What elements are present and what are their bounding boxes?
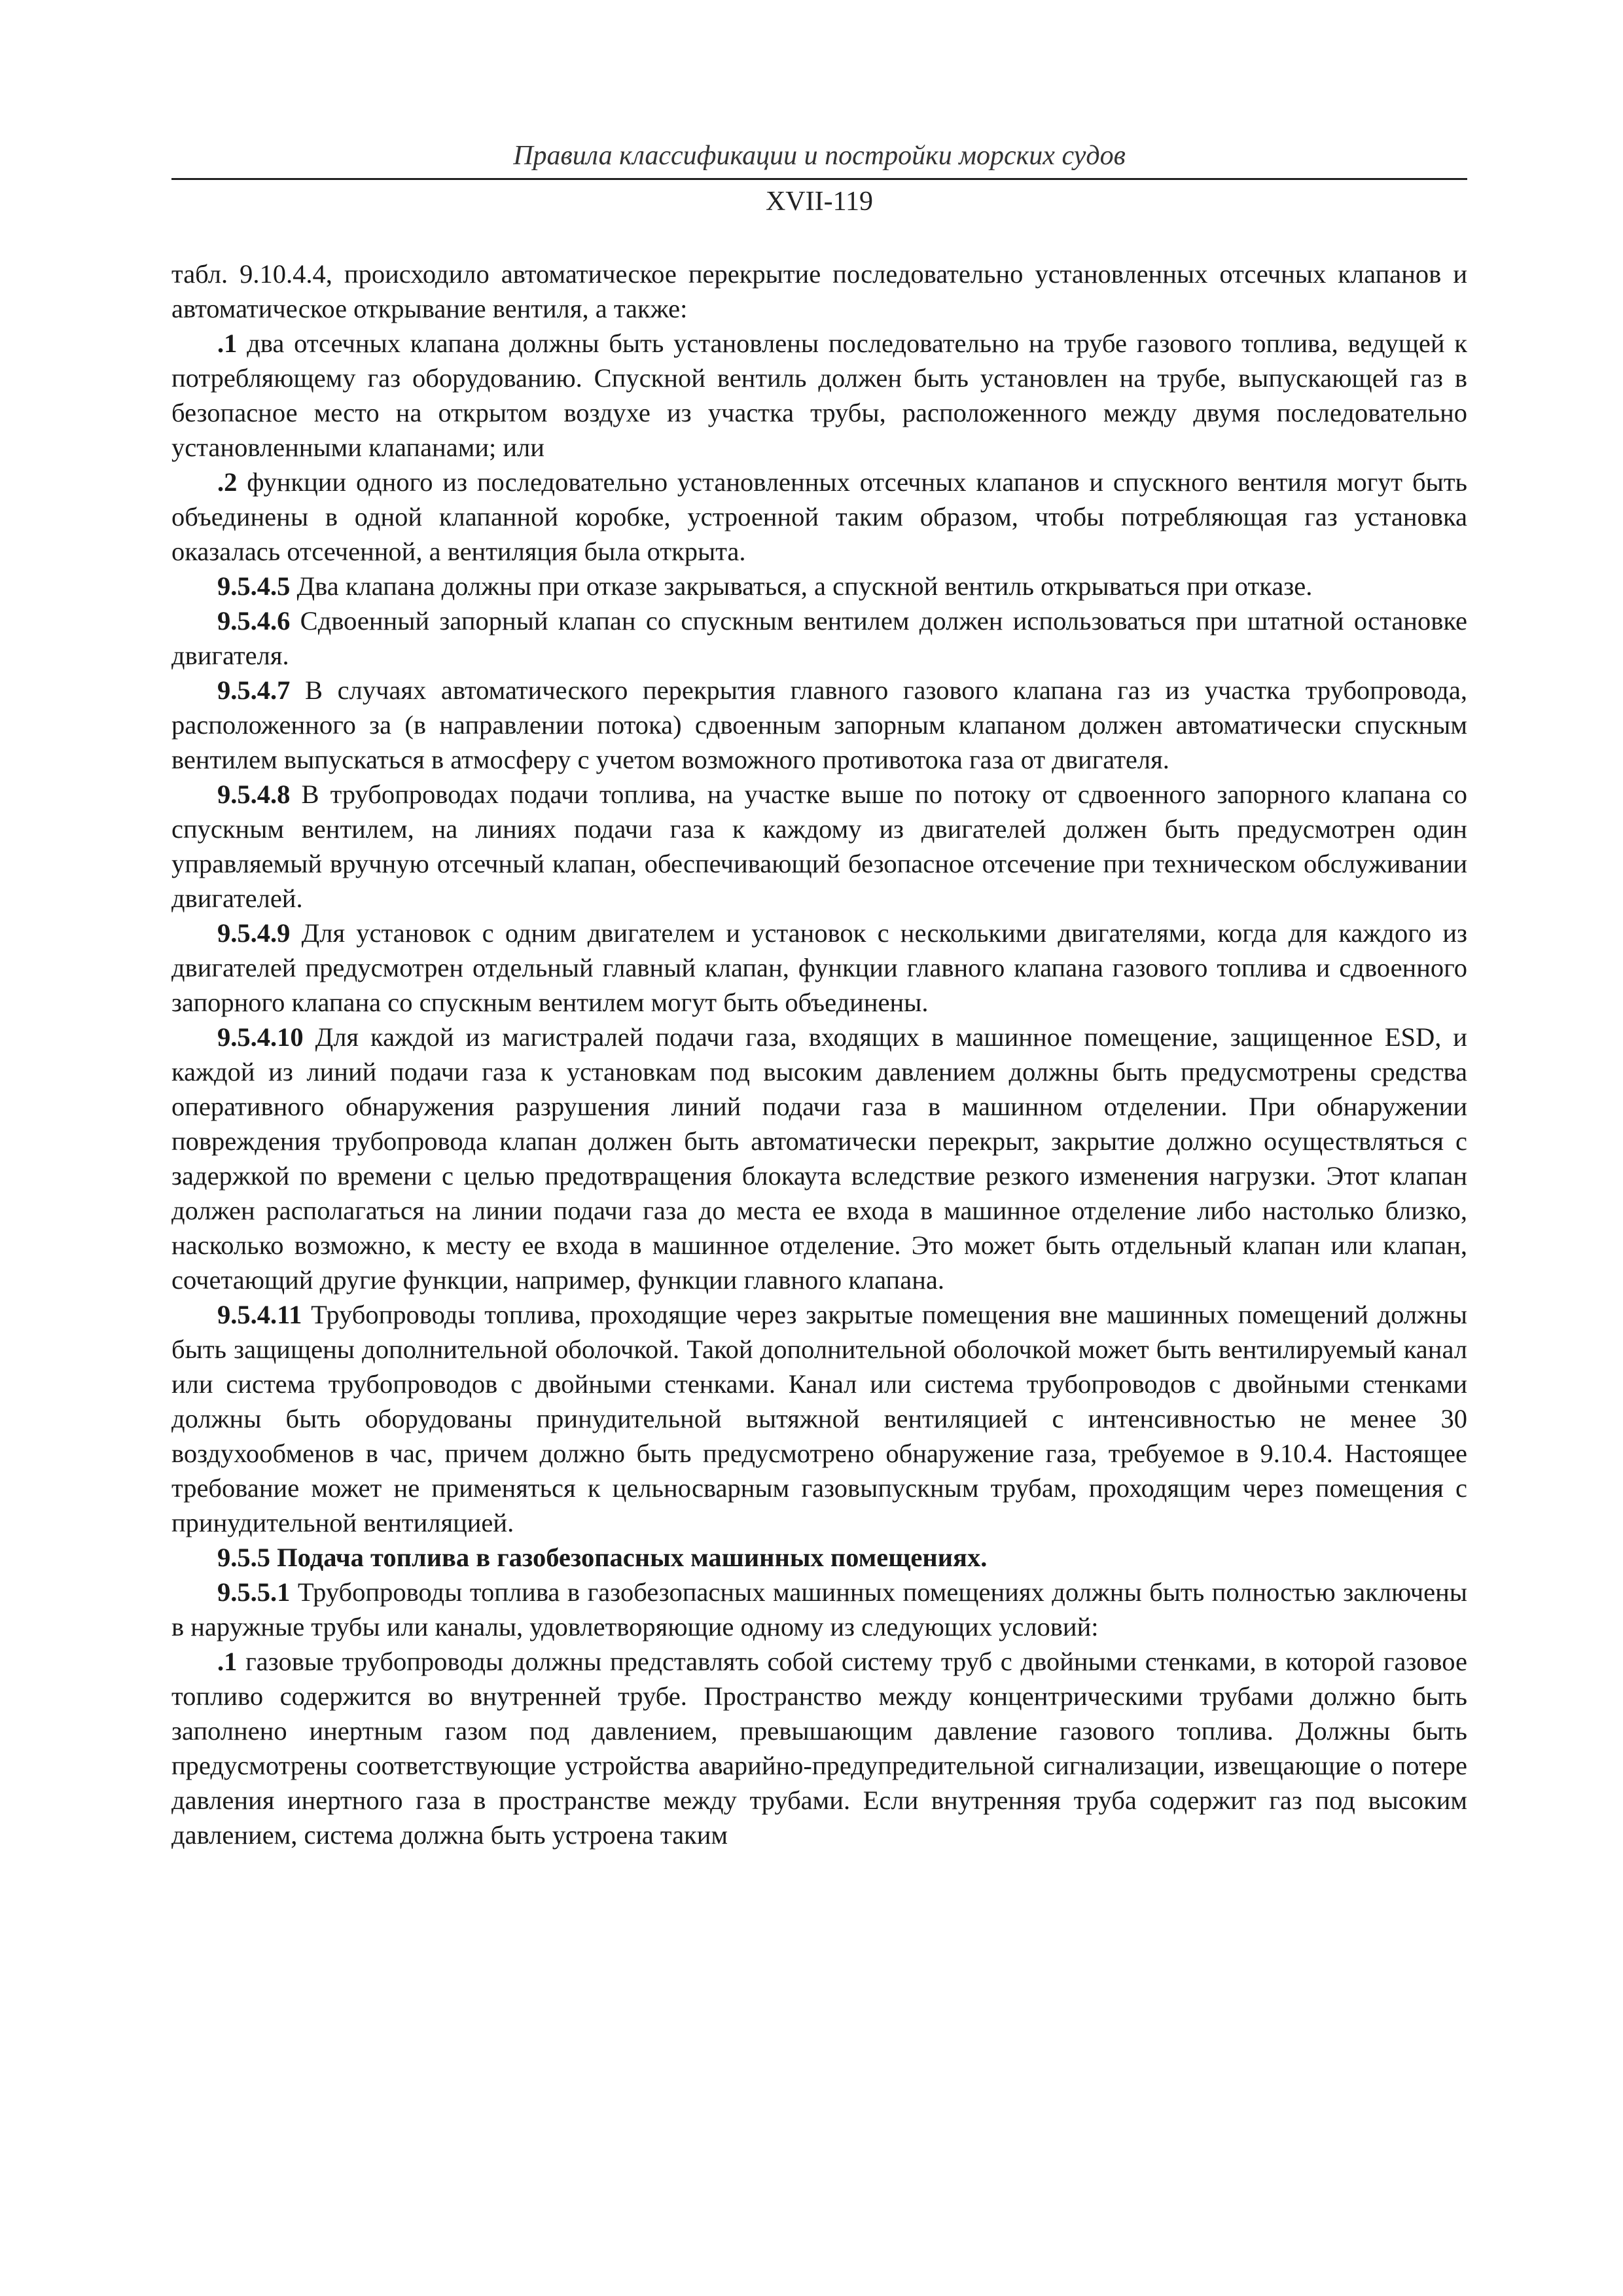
paragraph-9-5-4-11	[171, 1297, 1467, 1540]
running-head-title: Правила классификации и постройки морских судов	[513, 141, 1126, 171]
paragraph-9-5-4-6	[171, 603, 1467, 673]
paragraph-item-1	[171, 326, 1467, 465]
clause-number: 9.5.4.9	[217, 918, 291, 948]
paragraph-9-5-4-5	[171, 569, 1467, 603]
clause-number: 9.5.4.10	[217, 1022, 304, 1052]
paragraph-9-5-5-1	[171, 1575, 1467, 1644]
paragraph-item-1b	[171, 1644, 1467, 1852]
clause-number: 9.5.4.8	[217, 780, 291, 809]
header-rule	[171, 178, 1467, 180]
paragraph-text: два отсечных клапана должны быть установлены последовательно на трубе газового топлива, ведущей к потребляющему газ оборудованию. Спускной вентиль должен быть установлен на трубе, выпускающей газ в безопасное место на открытом воздухе из участка трубы, расположенного между двумя последовательно установленными клапанами; или	[171, 329, 1467, 462]
body-text	[171, 257, 1467, 1852]
item-number: .1	[217, 1647, 238, 1676]
paragraph-text: Для установок с одним двигателем и установок с несколькими двигателями, когда для каждого из двигателей предусмотрен отдельный главный клапан, функции главного клапана газового топлива и сдвоенного запорного клапана со спускным вентилем могут быть объединены.	[171, 918, 1467, 1017]
clause-number: 9.5.4.6	[217, 606, 291, 636]
paragraph-text: В случаях автоматического перекрытия главного газового клапана газ из участка трубопровода, расположенного за (в направлении потока) сдвоенным запорным клапаном должен автоматически спускным вентилем выпускаться в атмосферу с учетом возможного противотока газа от двигателя.	[171, 675, 1467, 774]
paragraph-9-5-4-10	[171, 1020, 1467, 1297]
paragraph-9-5-4-8	[171, 777, 1467, 916]
clause-number: 9.5.4.7	[217, 675, 291, 705]
paragraph-9-5-4-7	[171, 673, 1467, 777]
paragraph-text: Трубопроводы топлива, проходящие через закрытые помещения вне машинных помещений должны быть защищены дополнительной оболочкой. Такой дополнительной оболочкой может быть вентилируемый канал или система трубопроводов с двойными стенками. Канал или система трубопроводов с двойными стенками должны быть оборудованы принудительной вытяжной вентиляцией с интенсивностью не менее 30 воздухообменов в час, причем должно быть предусмотрено обнаружение газа, требуемое в 9.10.4. Настоящее требование может не применяться к цельносварным газовыпускным трубам, проходящим через помещения с принудительной вентиляцией.	[171, 1300, 1467, 1537]
section-heading: 9.5.5 Подача топлива в газобезопасных машинных помещениях.	[217, 1543, 988, 1572]
paragraph-text: Два клапана должны при отказе закрываться, а спускной вентиль открываться при отказе.	[290, 571, 1313, 601]
clause-number: 9.5.5.1	[217, 1577, 291, 1607]
paragraph-text: В трубопроводах подачи топлива, на участке выше по потоку от сдвоенного запорного клапана со спускным вентилем, на линиях подачи газа к каждому из двигателей должен быть предусмотрен один управляемый вручную отсечный клапан, обеспечивающий безопасное отсечение при техническом обслуживании двигателей.	[171, 780, 1467, 913]
paragraph-text: функции одного из последовательно установленных отсечных клапанов и спускного вентиля могут быть объединены в одной клапанной коробке, устроенной таким образом, чтобы потребляющая газ установка оказалась отсеченной, а вентиляция была открыта.	[171, 467, 1467, 566]
paragraph-continuation: табл. 9.10.4.4, происходило автоматическое перекрытие последовательно установленных отсечных клапанов и автоматическое открывание вентиля, а также:	[171, 259, 1467, 323]
page-number: XVII-119	[765, 187, 874, 217]
clause-number: 9.5.4.5	[217, 571, 291, 601]
item-number: .2	[217, 467, 238, 497]
clause-number: 9.5.4.11	[217, 1300, 302, 1329]
paragraph-text: газовые трубопроводы должны представлять собой систему труб с двойными стенками, в которой газовое топливо содержится во внутренней трубе. Пространство между концентрическими трубами должно быть заполнено инертным газом под давлением, превышающим давление газового топлива. Должны быть предусмотрены соответствующие устройства аварийно-предупредительной сигнализации, извещающие о потере давления инертного газа в пространстве между трубами. Если внутренняя труба содержит газ под высоким давлением, система должна быть устроена таким	[171, 1647, 1467, 1850]
item-number: .1	[217, 329, 238, 358]
paragraph-text: Трубопроводы топлива в газобезопасных машинных помещениях должны быть полностью заключены в наружные трубы или каналы, удовлетворяющие одному из следующих условий:	[171, 1577, 1467, 1641]
paragraph-text: Для каждой из магистралей подачи газа, входящих в машинное помещение, защищенное ESD, и каждой из линий подачи газа к установкам под высоким давлением должны быть предусмотрены средства оперативного обнаружения разрушения линий подачи газа в машинном отделении. При обнаружении повреждения трубопровода клапан должен быть автоматически перекрыт, закрытие должно осуществляться с задержкой по времени с целью предотвращения блокаута вследствие резкого изменения нагрузки. Этот клапан должен располагаться на линии подачи газа до места ее входа в машинное отделение либо настолько близко, насколько возможно, к месту ее входа в машинное отделение. Это может быть отдельный клапан или клапан, сочетающий другие функции, например, функции главного клапана.	[171, 1022, 1467, 1295]
paragraph-item-2	[171, 465, 1467, 569]
paragraph-9-5-4-9	[171, 916, 1467, 1020]
paragraph-text: Сдвоенный запорный клапан со спускным вентилем должен использоваться при штатной остановке двигателя.	[171, 606, 1467, 670]
section-heading-9-5-5	[171, 1540, 1467, 1575]
